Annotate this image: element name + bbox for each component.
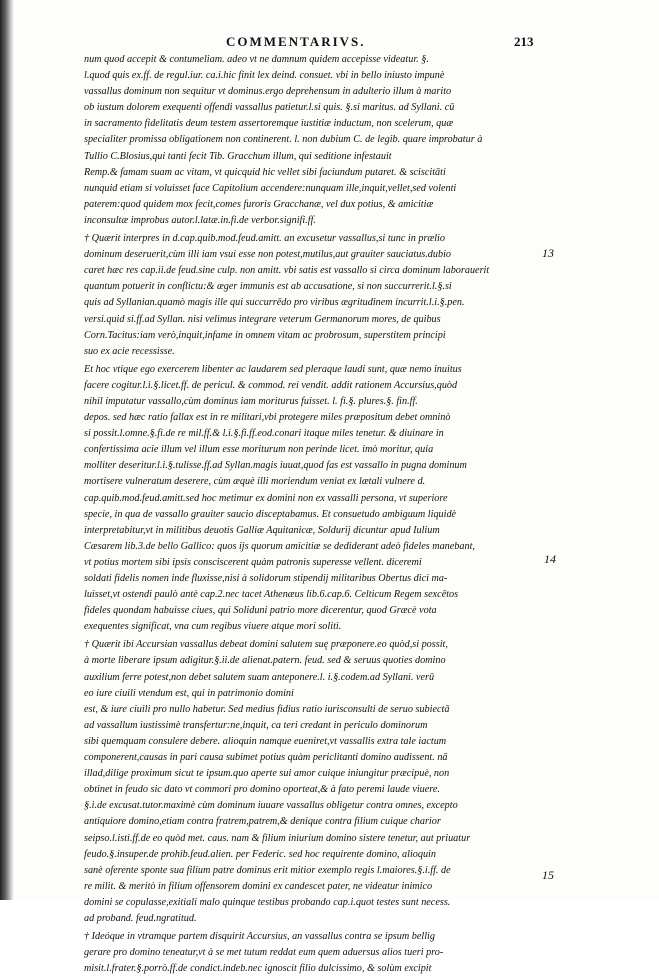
text-line: fideles quondam habuisse ciues, qui Soliduni patrio more dicerentur, quod Græcè vota xyxy=(84,605,437,617)
marginal-number: 13 xyxy=(542,246,554,260)
marginal-number: 14 xyxy=(544,552,556,566)
text-line: componerent,causas in pari causa subimet potius quàm periclitanti domino audissent. nā xyxy=(84,752,448,764)
text-line: à morte liberare ipsum adigitur.§.ii.de alienat.patern. feud. sed & seruus quoties domino xyxy=(84,655,446,667)
text-line: interpretabitur,vt in militibus deuotis Galliæ Aquitanicæ, Soldurij dicuntur apud Iulium xyxy=(84,524,440,536)
text-line: † Quærit ibi Accursian vassallus debeat domini salutem suę præponere.eo quòd,si possit, xyxy=(84,639,448,651)
page-number: 213 xyxy=(514,34,534,49)
text-line: illad,dilige proximum sicut te ipsum.quo aperte sui amor cuique iniungitur præcipuè, non xyxy=(84,768,450,780)
text-line: misit.l.frater.§.porrò.ff.de condict.indeb.nec ignoscit filio dulcissimo, & solùm excipit xyxy=(84,963,432,975)
text-line: Et hoc vtique ego exercerem libenter ac laudarem sed pleraque laudi sunt, quæ nemo inuitus xyxy=(84,363,462,375)
text-line: domini se copulasse,exitiali malo quinque testibus probando cap.i.quot testes sunt necess. xyxy=(84,896,451,908)
text-line: l.quod quis ex.ff. de regul.iur. ca.i.hic finit lex deind. consuet. vbi in bello iniusto impunè xyxy=(84,70,445,82)
binding-shadow xyxy=(0,0,14,900)
text-line: si possit.l.omne.§.fi.de re mil.ff.& l.i.§.fi.ff.eod.conari itaque miles tenetur. & diuinare in xyxy=(84,428,444,440)
text-line: quis ad Syllanian.quamò magis ille qui succurrēdo pro viribus ægritudinem incurrit.l.i.§.pen. xyxy=(84,297,465,309)
text-line: molliter deseritur.l.i.§.tulisse.ff.ad Syllan.magis iuuat,quod fas est vassallo in pugna dominum xyxy=(84,460,467,472)
text-line: Cæsarem lib.3.de bello Gallico: quos ijs quorum amicitiæ se dediderant adeò fideles manebant, xyxy=(84,540,475,552)
text-line: num quod accepit & contumeliam. adeo vt ne damnum quidem accepisse videatur. §. xyxy=(84,54,429,65)
text-line: §.i.de excusat.tutor.maximè cùm dominum iuuare vassallus obligetur contra omnes, excepto xyxy=(84,800,458,812)
text-line: exequentes significat, vna cum regibus viuere atque mori soliti. xyxy=(84,621,342,633)
text-line: Remp.& famam suam ac vitam, vt quicquid hic vellet sibi faciundum putaret. & sciscitāti xyxy=(84,166,446,178)
text-line: specialiter promissa obligationem non continerent. l. non dubium C. de legib. quare improbatur à xyxy=(84,134,483,146)
text-line: re milit. & meritò in filium offensorem domini ex candescet pater, ne videatur inimico xyxy=(84,880,433,892)
text-line: ad proband. feud.ngratitud. xyxy=(84,912,197,924)
text-line: quantum potuerit in conflictu:& æger immunis est ab accusatione, si non succurrerit.l.§.si xyxy=(84,281,452,293)
text-line: dominum deseruerit,cùm illi iam vsui esse non potest,mutilus,aut grauiter sauciatus.dubio xyxy=(84,249,452,261)
paragraph xyxy=(84,929,540,977)
text-line: ob iustum dolorem exequenti offendi vassallus patietur.l.si quis. §.si maritus. ad Syllani. cū xyxy=(84,102,455,114)
text-line: vt potius mortem sibi ipsis consciscerent quàm patronis superesse vellent. diceremi xyxy=(84,556,422,568)
text-line: inconsultæ improbus autor.l.latæ.in.fi.de verbor.signifi.ff. xyxy=(84,214,316,226)
text-line: ad vassallum iustissimè transfertur:ne,inquit, ca teri credant in periculo dominorum xyxy=(84,719,428,731)
text-line: cap.quib.mod.feud.amitt.sed hoc metimur ex domini non ex vassalli persona, vt superiore xyxy=(84,492,448,504)
text-line: obtinet in feudo sic dato vt commori pro domino oporteat,& à fato peremi laude viuere. xyxy=(84,784,440,796)
text-line: soldati fidelis nomen inde fluxisse,nisi à solidorum stipendij militaribus Obertus dici ma- xyxy=(84,573,448,584)
text-line: facere cogitur.l.i.§.licet.ff. de pericul. & commod. rei vendit. addit rationem Accursius,quòd xyxy=(84,379,458,391)
text-line: antiquiore domino,etiam contra fratrem,patrem,& denique contra filium cuique charior xyxy=(84,816,441,828)
text-line: eo iure ciuili vtendum est, qui in patrimonio domini xyxy=(84,687,294,699)
text-line: confertissima acie illum vel illum esse moriturum non perinde licet. imò moritur, quia xyxy=(84,444,434,456)
text-line: nihil imputatur vassallo,cùm dominus iam moriturus fuisset. l. fi.§. plures.§. fin.ff. xyxy=(84,395,418,407)
text-line: feudo.§.insuper.de prohib.feud.alien. per Federic. sed hoc requirente domino, alioquin xyxy=(84,848,436,860)
page-header xyxy=(0,34,659,50)
text-line: auxilium ferre potest,non debet salutem suam anteponere.l. i.§.codem.ad Syllani. verū xyxy=(84,671,435,683)
text-line: Tullio C.Blosius,qui tanti fecit Tib. Gracchum illum, qui seditione infestauit xyxy=(84,150,392,162)
body-text xyxy=(84,52,540,977)
text-line: † Ideóque in vtramque partem disquirit Accursius, an vassallus contra se ipsum bellig xyxy=(84,931,435,943)
text-line: caret hæc res cap.ii.de feud.sine culp. non amitt. vbi satis est vassallo si circa dominum laborauerit xyxy=(84,265,490,277)
text-line: Corn.Tacitus:iam verò,inquit,infame in omnem vitam ac probrosum, superstitem principi xyxy=(84,329,446,341)
text-line: suo ex acie recessisse. xyxy=(84,345,175,357)
text-line: luisset,vt ostendi paulò antè cap.2.nec tacet Athenæus lib.6.cap.6. Celticum Regem sexcētos xyxy=(84,589,459,601)
text-line: depos. sed hæc ratio fallax est in re militari,vbi protegere miles præpositum debet omninò xyxy=(84,412,451,424)
text-line: versi.quid si.ff.ad Syllan. nisi velimus integrare veterum Germanorum mores, de quibus xyxy=(84,313,441,325)
text-line: nunquid etiam si voluisset face Capitolium accendere:nunquam ille,inquit,vellet,sed volenti xyxy=(84,182,457,194)
paragraph xyxy=(84,52,540,229)
text-line: vassallus dominum non sequitur vt dominus.ergo deprehensum in adulterio illum à marito xyxy=(84,86,452,98)
paragraph xyxy=(84,231,540,360)
running-title: COMMENTARIVS. xyxy=(226,34,366,49)
paragraph xyxy=(84,637,540,927)
text-line: in sacramento fidelitatis deum testem assertoremque iustitiæ inductum, non scelerum, quæ xyxy=(84,118,454,130)
text-line: † Quærit interpres in d.cap.quib.mod.feud.amitt. an excusetur vassallus,si tunc in prælio xyxy=(84,233,445,245)
text-line: sanè oferente sponte sua filium patre dominus erit mitior exemplo regis l.maiores.§.i.ff. de xyxy=(84,864,451,876)
text-line: est, & iure ciuili pro nullo habetur. Sed medius fidius ratio iurisconsulti de seruo subiectā xyxy=(84,703,450,715)
marginal-number: 15 xyxy=(542,868,554,882)
text-line: mortisere vulneratum deserere, cùm æquè illi moriendum veniat ex lætali vulnere d. xyxy=(84,476,426,488)
text-line: specie, in qua de vassallo grauiter saucio disceptabamus. Et consuetudo ambiguum liquidè xyxy=(84,508,457,520)
text-line: sibi quemquam consulere debere. alioquin namque eueniret,vt vassallis extra tale iactum xyxy=(84,735,447,747)
text-line: seipso.l.isti.ff.de eo quòd met. caus. nam & filium iniurium domino sistere tenetur, aut priuatur xyxy=(84,832,471,844)
paragraph xyxy=(84,362,540,636)
text-line: gerare pro domino teneatur,vt à se met tutum reddat eum quem aduersus alios tueri pro- xyxy=(84,947,444,959)
text-line: paterem:quod quidem mox fecit,comes furoris Gracchanæ, vel dux potius, & amicitiæ xyxy=(84,198,434,210)
